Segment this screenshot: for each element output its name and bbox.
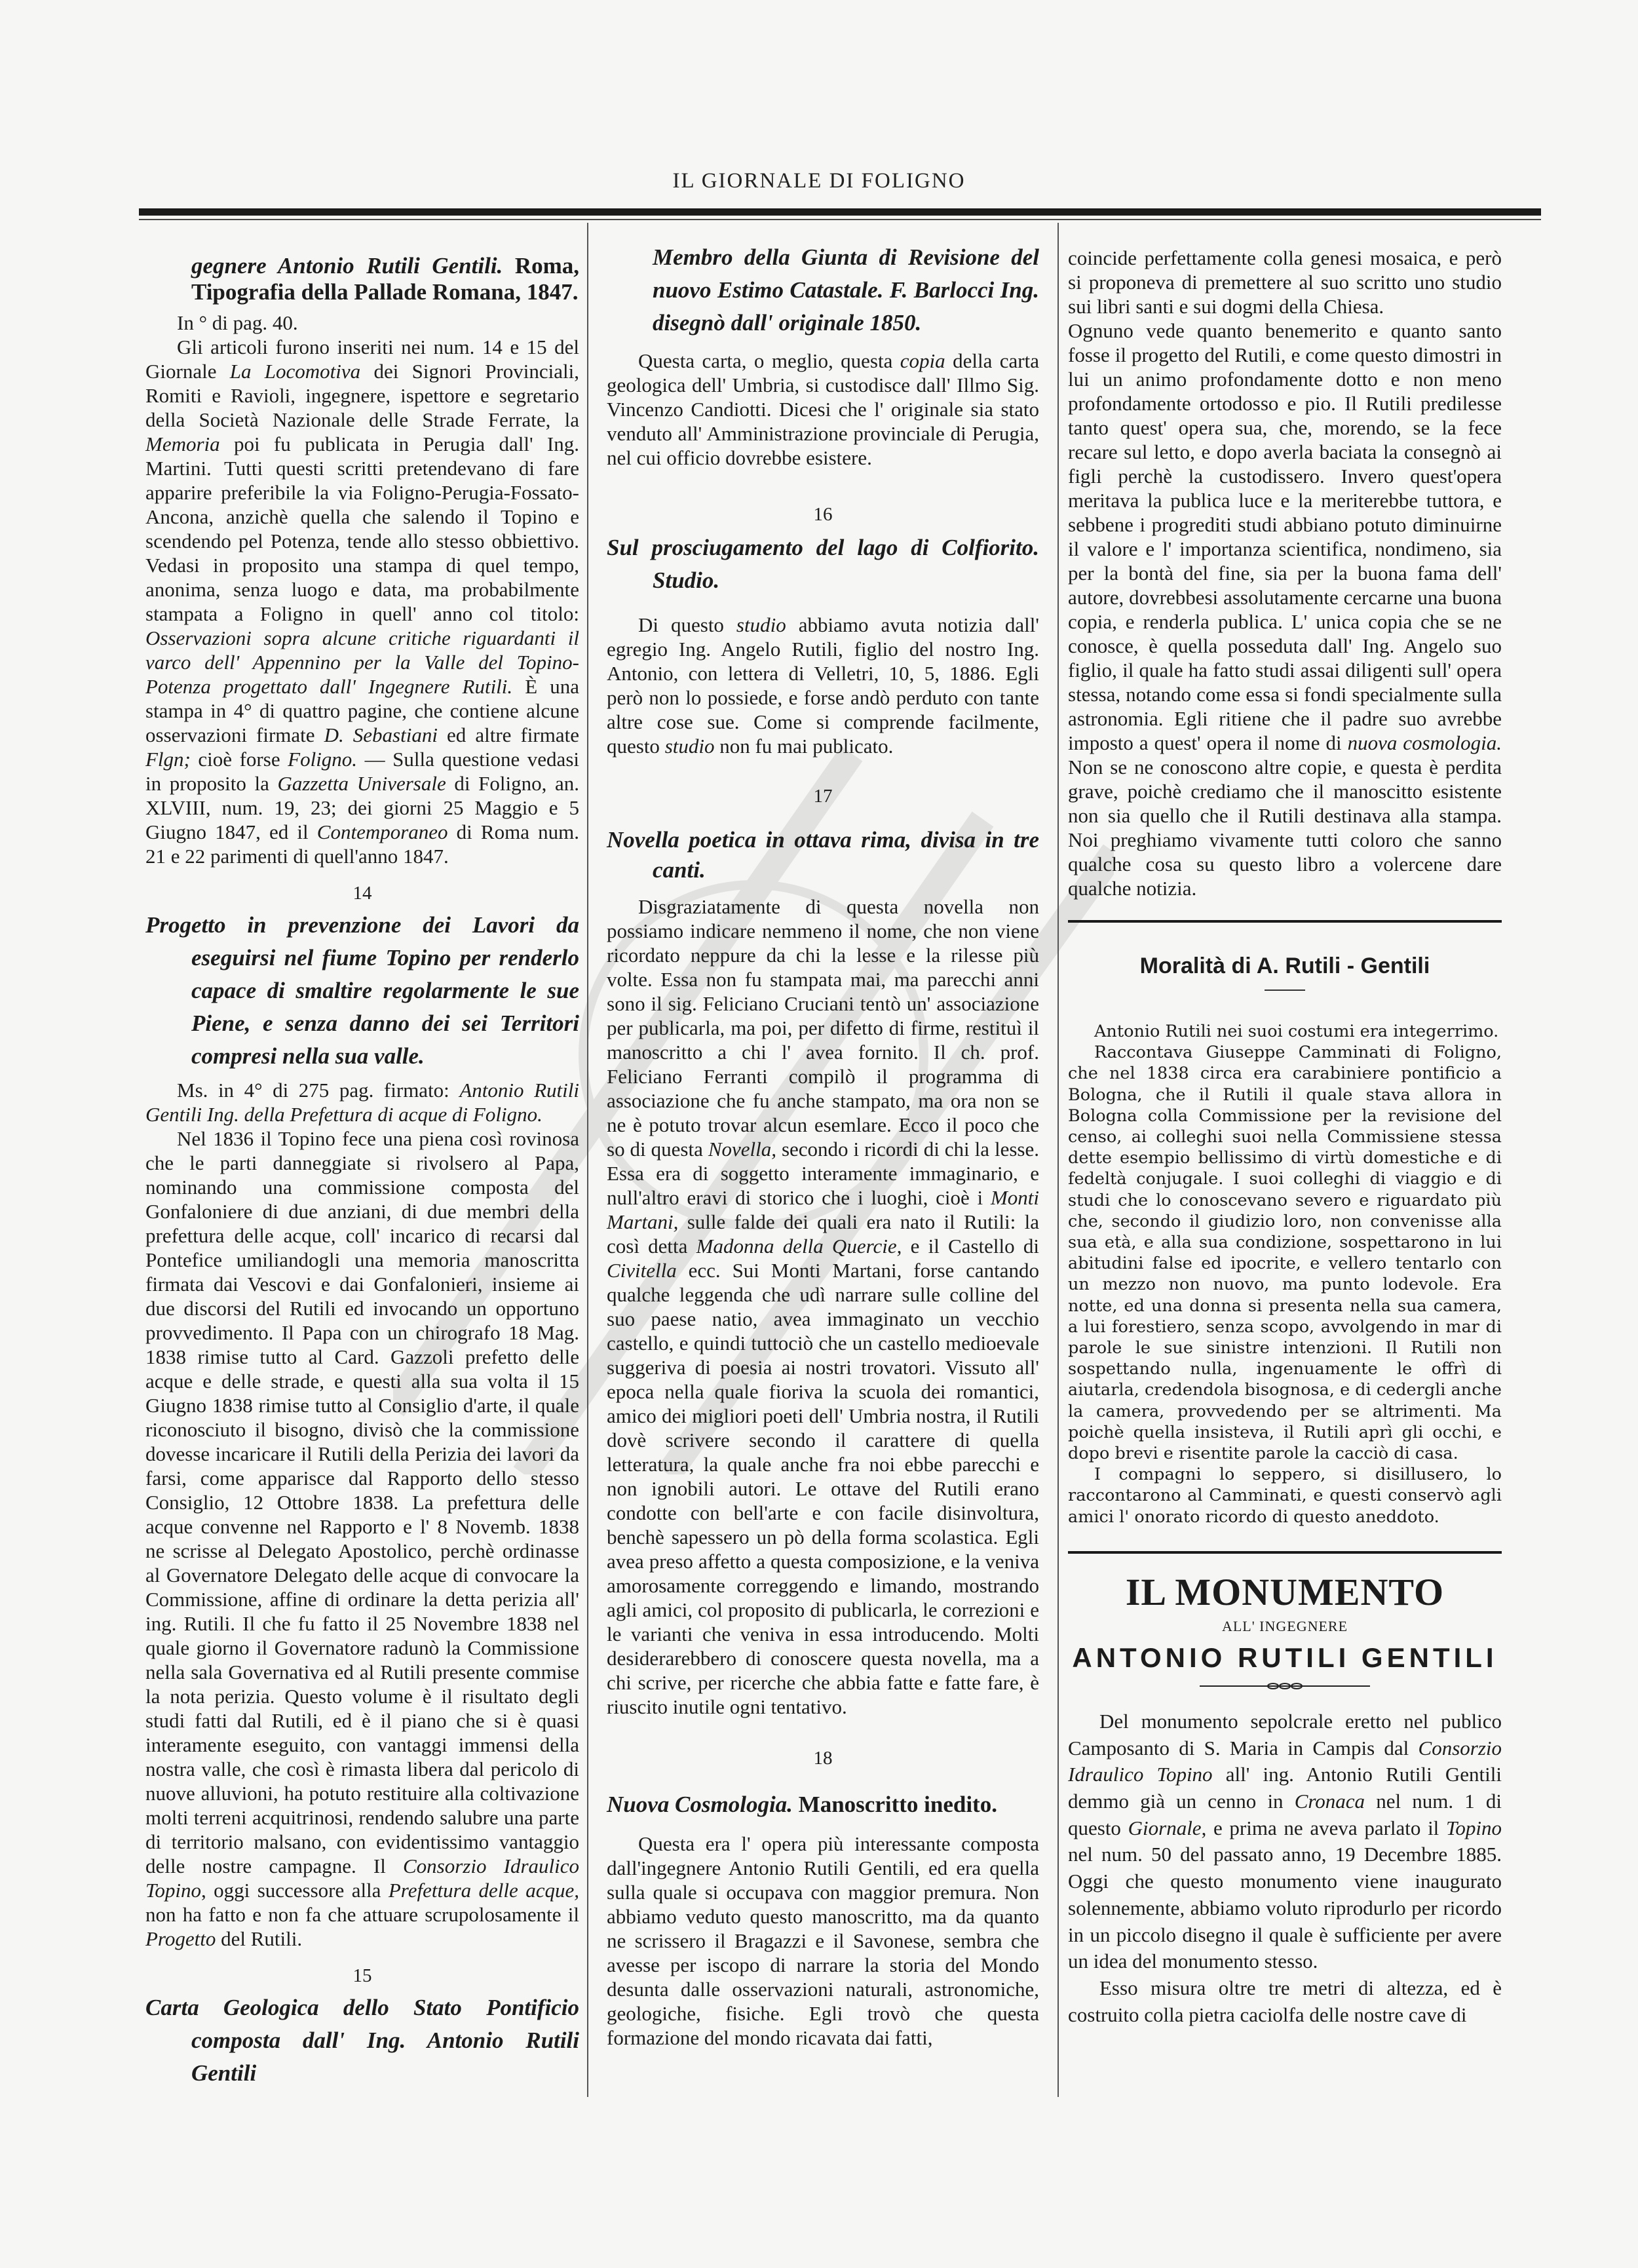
text-run: non fu mai publicato. [714, 735, 894, 758]
entry-title [145, 909, 579, 1073]
text-run: secondo i ricordi di chi la lesse. Essa era di soggetto interamente immaginario, e null'altro eravi di storico che i luoghi, cioè i [607, 1138, 1040, 1209]
text-run: Madonna della Quercie, [696, 1235, 902, 1258]
text-run: Nel 1836 il Topino fece una piena così rovinosa che le parti danneggiate si rivolsero al Papa, nominando una commissione composta del Gonfaloniere di due anziani, di due membri della prefettura delle acque, coll' incarico di recarsi dal Pontefice umiliandogli una memoria manoscritta firmata dai Vescovi e dai Gonfalonieri, insieme ai due discorsi del Rutili ed invocando un opportuno provvedimento. Il Papa con un chirografo 18 Mag. 1838 rimise tutto al Card. Gazzoli prefetto delle acque e delle strade, e questi alla sua volta il 15 Giugno 1838 rimise tutto al Consiglio d'arte, il quale riconosciuto il bisogno, divisò che la commissione dovesse incaricare il Rutili della Perizia dei lavori da farsi, come apparisce dal Rapporto dello stesso Consiglio, 12 Ottobre 1838. La prefettura delle acque convenne nel Rapporto e l' 8 Novemb. 1838 ne scrisse al Delegato Apostolico, perchè ordinasse al Governatore Delegato delle acque di convocare la Commissione, affine di ordinare la detta perizia all' ing. Rutili. Il che fu fatto il 25 Novembre 1838 nel quale giorno il Governatore radunò la Commissione nella sala Governativa ed al Rutili presente commise la nota perizia. Questo volume è il risultato degli studi fatti dal Rutili, ed è il piano che si è quasi interamente eseguito, con vantaggi immensi della nostra valle, che così è rimasta libera dal pericolo di nuove alluvioni, ha potuto restituire alla coltivazione molti terreni acquitrinosi, rendendo salubre una parte di territorio malsano, con evidentissimo vantaggio delle nostre campagne. Il [145, 1127, 579, 1877]
text-run: Del monumento sepolcrale eretto nel publico Camposanto di S. Maria in Campis dal [1068, 1709, 1502, 1759]
monument-title: IL MONUMENTO [1125, 1570, 1445, 1613]
entry-number: 15 [352, 1965, 372, 1986]
text-run: Memoria [145, 432, 220, 455]
text-run: La Locomotiva [229, 360, 361, 383]
text-run: gegnere Antonio Rutili Gentili. [191, 253, 503, 279]
column-divider [587, 223, 588, 2097]
text-run: Novella, [708, 1138, 776, 1161]
text-run: Raccontava Giuseppe Camminati di Foligno, che nel 1838 circa era carabiniere pontificio a Bologna, che il Rutili il quale stava allora in Bologna colla Commissione per la revisione del censo, ai colleghi suoi nella Commissiene stessa dette esempio bellissimo di virtù domestiche e di fedeltà conjugale. I suoi colleghi di viaggio e di studi che lo conoscevano severo e riguardato più che, secondo il giudizio loro, non convenisse alla sua età, e alla sua condizione, sospettarono in lui abitudini false ed ipocrite, e vellero tentarlo con un mezzo non nuovo, ma punto lodevole. Era notte, ed una donna si presenta nella sua camera, a lui forestiero, senza scopo, avvolgendo in mar di parole le sue sinistre intenzioni. Il Rutili non sospettando nulla, ingenuamente le offrì di aiutarla, credendola bisognosa, e di cedergli anche la camera, provvedendo per se altrimenti. Ma poichè quella insisteva, il Rutili aprì gli occhi, e dopo brevi e risentite parole la cacciò di casa. [1068, 1043, 1502, 1464]
section-heading: Moralità di A. Rutili - Gentili [1139, 953, 1430, 978]
text-run: Gazzetta Universale [277, 772, 446, 795]
text-run: Ognuno vede quanto benemerito e quanto santo fosse il progetto del Rutili, e come questo dimostri in lui un animo profondamente dotto e non meno profondamente ortodosso e pio. Il Rutili predilesse tanto quest' opera sua, che, morendo, se la fece recare sul letto, e dopo averla baciata la consegnò ai figli perchè la custodissero. Invero quest'opera meritava la publica luce e la meriterebbe tuttora, e sebbene i progrediti studi abbiano potuto diminuirne il valore e l' importanza scientifica, nondimeno, sia per la bontà del fine, sia per la buona fama dell' autore, dovrebbesi assolutamente cercarne una buona copia, e renderla publica. L' unica copia che se ne conosce, è quella posseduta dall' Ing. Angelo suo figlio, il quale ha fatto studi assai diligenti sull' opera stessa, notando come essa si fondi specialmente sulla astronomia. Egli ritiene che il padre suo avrebbe imposto a quest' opera il nome di [1068, 319, 1502, 754]
entry-title [145, 1991, 579, 2090]
text-run: Consorzio Idraulico Topino [1068, 1736, 1502, 1786]
entry-number: 17 [813, 786, 833, 807]
paragraph [1068, 318, 1502, 900]
text-run: Osservazioni sopra alcune critiche riguardanti il varco dell' Appennino per la Valle del Topino-Potenza progettato dall' Ingegnere Rutili. [145, 626, 579, 698]
paragraph [145, 1078, 579, 1126]
text-run: Nuova Cosmologia. [607, 1792, 793, 1817]
paragraph [1068, 1464, 1502, 1528]
text-run: nuova cosmologia. [1347, 731, 1502, 754]
text-run: nel num. 50 del passato anno, 19 Decembre 1885. Oggi che questo monumento viene inaugurato solennemente, abbiamo voluto riprodurlo per ricordo in un piccolo disegno il quale è sufficiente per avere un idea del monumento stesso. [1068, 1843, 1502, 1973]
text-run: Civitella [607, 1259, 677, 1282]
column-divider [1057, 223, 1059, 2097]
paragraph [607, 894, 1039, 1719]
text-run: Monti Martani, [607, 1186, 1039, 1233]
text-run: ed altre firmate [437, 723, 579, 746]
monument-name: ANTONIO RUTILI GENTILI [1072, 1642, 1498, 1673]
text-run: — Sulla questione vedasi in proposito la [145, 748, 579, 795]
text-run: Foligno. [288, 748, 358, 771]
paragraph [607, 349, 1039, 470]
text-run: , e prima ne aveva parlato il [1201, 1816, 1446, 1839]
text-run: Contemporaneo [316, 820, 448, 843]
text-run: sulle falde dei quali era nato il Rutili: la così detta [607, 1210, 1039, 1258]
text-run: D. Sebastiani [324, 723, 438, 746]
newspaper-masthead: IL GIORNALE DI FOLIGNO [672, 169, 966, 193]
text-run: e il Castello di [902, 1235, 1039, 1258]
text-run: Non se ne conoscono altre copie, e questa è perdita grave, poichè crediamo che il manoscitto esistente non sia quello che il Rutili destinava alla stampa. Noi preghiamo vivamente tutti coloro che sanno qualche cosa su questo libro a volercene dare qualche notizia. [1068, 756, 1502, 900]
text-run: Cronaca [1294, 1789, 1365, 1813]
paragraph [1068, 1708, 1502, 1975]
text-run: Giornale [1128, 1816, 1202, 1839]
text-run: Consorzio Idraulico Topino [145, 1855, 579, 1902]
text-run: non ha fatto e non fa che attuare scrupolosamente il [145, 1903, 579, 1926]
text-run: Prefettura delle acque, [388, 1879, 579, 1902]
text-run: abbiamo avuta notizia dall' egregio Ing. Angelo Rutili, figlio del nostro Ing. Antonio, con lettera di Velletri, 10, 5, 1886. Egli però non lo possiede, e forse andò perduto con tante altre cose sue. Come si comprende facilmente, questo [607, 613, 1039, 758]
text-run: studio [664, 735, 715, 758]
text-run: coincide perfettamente colla genesi mosaica, e però si proponeva di premettere al suo scritto uno studio sui libri santi e sui dogmi della Chiesa. [1068, 246, 1502, 318]
middle-column [607, 241, 1039, 2050]
paragraph [1068, 1042, 1502, 1464]
paragraph [1068, 1975, 1502, 2028]
text-run: nel num. 1 di questo [1068, 1789, 1502, 1839]
header-rule [139, 208, 1541, 216]
section-rule [1068, 1551, 1502, 1554]
paragraph [607, 613, 1039, 758]
text-run: Ms. in 4° di 275 pag. firmato: [177, 1079, 460, 1102]
text-run: Antonio Rutili Gentili Ing. della Prefettura di acque di Foligno. [145, 1079, 579, 1126]
text-run: di Roma num. 21 e 22 parimenti di quell'anno 1847. [145, 820, 579, 868]
text-run: Di questo [638, 613, 736, 636]
paragraph [145, 335, 579, 868]
text-run: Questa era l' opera più interessante composta dall'ingegnere Antonio Rutili Gentili, ed era quella sulla quale si occupava con maggior premura. Non abbiamo veduto questo manoscritto, ma da quanto ne scrissero il Bragazzi e il Savonese, sembra che avesse per iscopo di narrare la storia del Mondo desunta dalle osservazioni naturali, astronomiche, geologiche, fisiche. Egli trovò che questa formazione del mondo ricavata dai fatti, [607, 1832, 1039, 2049]
text-run: copia [900, 349, 945, 372]
entry-title [607, 825, 1039, 885]
text-run: Novella poetica in ottava rima, divisa in tre canti. [607, 827, 1039, 883]
text-run: Manoscritto inedito. [792, 1792, 997, 1817]
paragraph [145, 1126, 579, 1951]
left-column [145, 253, 579, 2090]
text-run: Gli articoli furono inseriti nei num. 14 e 15 del Giornale [145, 336, 579, 383]
entry-number: 14 [352, 883, 372, 904]
text-run: all' ing. Antonio Rutili Gentili demmo già un cenno in [1068, 1763, 1502, 1813]
text-run: cioè forse [190, 748, 288, 771]
text-run: della carta geologica dell' Umbria, si custodisce dall' Illmo Sig. Vincenzo Candiotti. Dicesi che l' originale sia stato venduto all' Amministrazione provinciale di Perugia, nel cui officio dovrebbe esistere. [607, 349, 1039, 469]
text-run: del Rutili. [216, 1927, 303, 1950]
right-column [1068, 246, 1502, 2028]
entry-title [607, 1788, 1039, 1821]
header-rule-thin [139, 219, 1541, 220]
text-run: Topino [1445, 1816, 1502, 1839]
text-run: dei Signori Provinciali, Romiti e Ravioli, ingegnere, ispettore e segretario della Società Nazionale delle Strade Ferrate, la [145, 360, 579, 431]
entry-number: 18 [813, 1748, 833, 1769]
text-run: studio [736, 613, 786, 636]
text-run: Progetto [145, 1927, 216, 1950]
paragraph [1068, 246, 1502, 318]
text-run: Membro della Giunta di Revisione del nuovo Estimo Catastale. F. Barlocci Ing. disegnò dall' originale 1850. [653, 244, 1039, 336]
text-run: Progetto in prevenzione dei Lavori da eseguirsi nel fiume Topino per renderlo capace di smaltire regolarmente le sue Piene, e senza danno dei sei Territori compresi nella sua valle. [145, 912, 579, 1069]
entry-number: 16 [813, 504, 833, 525]
text-run: I compagni lo seppero, si disillusero, lo raccontarono al Camminati, e questi conservò agli amici l' onorato ricordo di questo aneddoto. [1068, 1465, 1502, 1527]
entry-title [607, 531, 1039, 597]
text-run: In ° di pag. 40. [177, 311, 298, 334]
paragraph [145, 311, 579, 335]
paragraph [1068, 1021, 1502, 1042]
text-run: poi fu publicata in Perugia dall' Ing. Martini. Tutti questi scritti pretendevano di fare apparire preferibile la via Foligno-Perugia-Fossato-Ancona, anzichè quella che salendo il Topino e scendendo pel Potenza, tende allo stesso obbiettivo. Vedasi in proposito una stampa di quel tempo, anonima, senza luogo e data, ma probabilmente stampata a Foligno in quell' anno col titolo: [145, 432, 579, 625]
section-rule [1068, 920, 1502, 923]
text-run: , oggi successore alla [201, 1879, 389, 1902]
text-run: Flgn; [145, 748, 191, 771]
text-run: Roma, Tipografia della Pallade Romana, 1847. [191, 253, 579, 305]
text-run: di Foligno, an. XLVIII, num. 19, 23; dei giorni 25 Maggio e 5 Giugno 1847, ed il [145, 772, 579, 843]
text-run: Questa carta, o meglio, questa [638, 349, 900, 372]
text-run: Antonio Rutili nei suoi costumi era integerrimo. [1094, 1022, 1499, 1041]
text-run: Sul prosciugamento del lago di Colfiorito. Studio. [607, 535, 1039, 593]
heading-underline [1265, 990, 1305, 991]
text-run: Esso misura oltre tre metri di altezza, ed è costruito colla pietra caciolfa delle nostre cave di [1068, 1976, 1502, 2026]
text-run: Carta Geologica dello Stato Pontificio composta dall' Ing. Antonio Rutili Gentili [145, 1995, 579, 2086]
ornament-divider-icon [1200, 1681, 1370, 1691]
text-run: È una stampa in 4° di quattro pagine, che contiene alcune osservazioni firmate [145, 675, 580, 746]
monument-subtitle: ALL' INGEGNERE [1221, 1617, 1348, 1634]
entry-title-continued [607, 241, 1039, 339]
paragraph [607, 1832, 1039, 2050]
text-run: ecc. Sui Monti Martani, forse cantando qualche leggenda che udì narrare sulle colline del suo paese natio, avea immaginato un vecchio castello, e quindi tuttociò che un castello medioevale suggeriva di poesia ai nostri trovatori. Vissuto all' epoca nella quale fioriva la scuola dei romantici, amico dei migliori poeti dell' Umbria nostra, il Rutili dovè scrivere secondo il carattere di quella letteratura, la quale anche fra noi ebbe parecchi e non ignobili autori. Le ottave del Rutili erano condotte con bell'arte e con facile disinvoltura, benchè sapessero un pò della forma scolastica. Egli avea preso affetto a questa composizione, e la veniva amorosamente correggendo e limando, mostrando agli amici, col proposito di publicarla, le correzioni e le varianti che veniva in essa introducendo. Molti desiderarebbero di conoscere questa novella, ma a chi scrive, per ricerche che abbia fatte e fatte fare, è riuscito inutile ogni tentativo. [607, 1259, 1039, 1718]
entry-title-continued [145, 253, 579, 305]
text-run: Disgraziatamente di questa novella non possiamo indicare nemmeno il nome, che non viene ricordato neppure da chi la lesse e la rilesse più volte. Essa non fu stampata mai, ma parecchi anni sono il sig. Feliciano Cruciani tentò un' associazione per publicarla, ma poi, per difetto di firme, restituì il manoscritto a chi l' avea fornito. Il ch. prof. Feliciano Ferranti compilò il programma di associazione che fu anche stampato, ma ora non se ne è potuto trovar alcun esemlare. Ecco il poco che so di questa [607, 895, 1039, 1161]
